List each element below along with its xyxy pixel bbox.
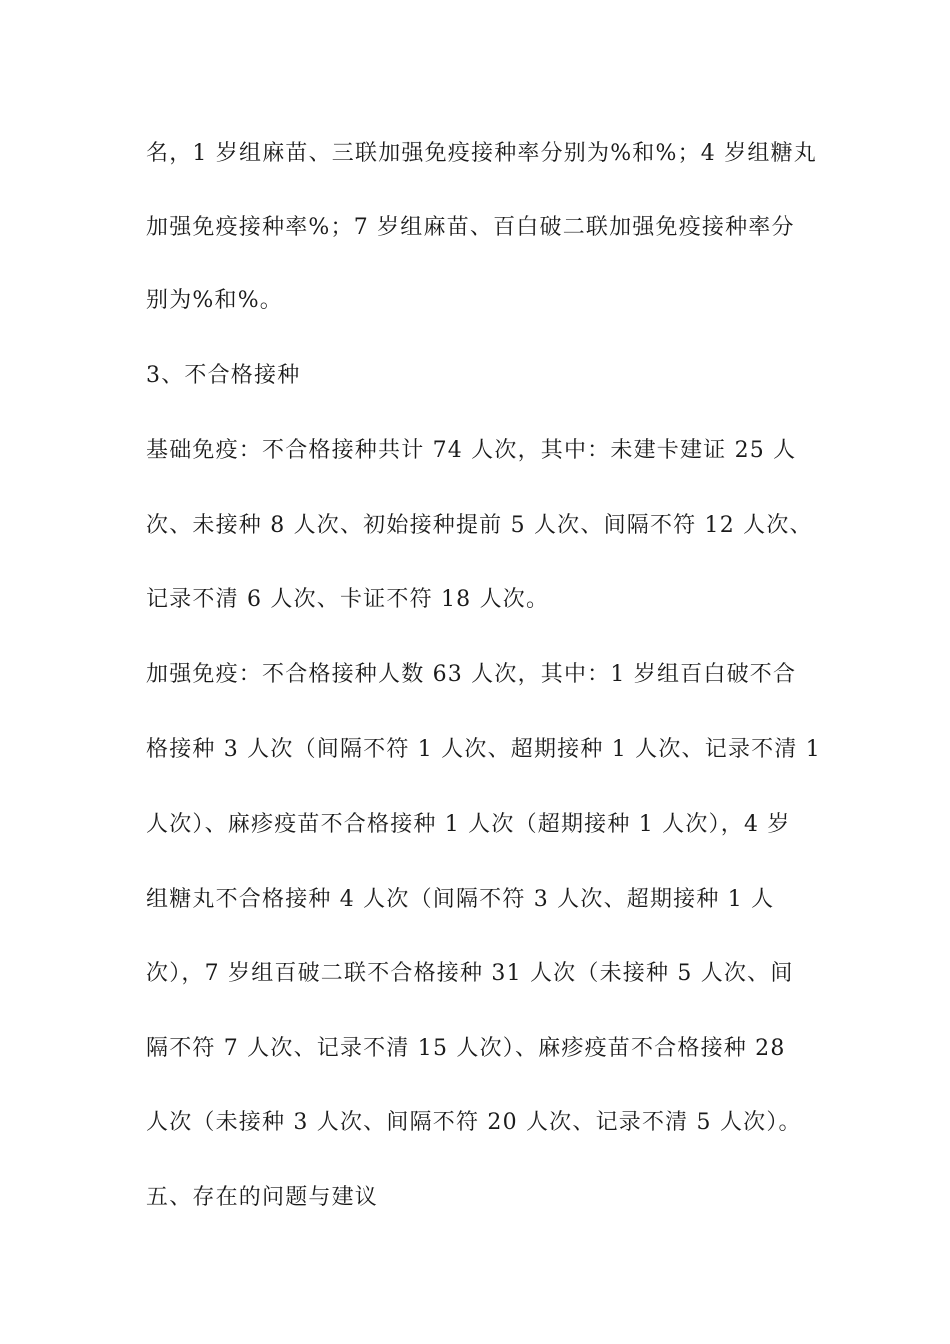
text-line: 名，1 岁组麻苗、三联加强免疫接种率分别为%和%；4 岁组糖丸 (146, 141, 817, 166)
text-line: 基础免疫：不合格接种共计 74 人次，其中：未建卡建证 25 人 (146, 438, 797, 463)
text-line: 别为%和%。 (146, 288, 284, 313)
section-heading: 3、不合格接种 (146, 363, 301, 388)
text-line: 人次（未接种 3 人次、间隔不符 20 人次、记录不清 5 人次）。 (146, 1110, 802, 1135)
text-line: 次、未接种 8 人次、初始接种提前 5 人次、间隔不符 12 人次、 (146, 513, 813, 538)
text-line: 组糖丸不合格接种 4 人次（间隔不符 3 人次、超期接种 1 人 (146, 887, 775, 912)
text-line: 隔不符 7 人次、记录不清 15 人次）、麻疹疫苗不合格接种 28 (146, 1036, 786, 1061)
text-line: 记录不清 6 人次、卡证不符 18 人次。 (146, 587, 550, 612)
text-line: 人次）、麻疹疫苗不合格接种 1 人次（超期接种 1 人次），4 岁 (146, 812, 791, 837)
text-line: 次），7 岁组百破二联不合格接种 31 人次（未接种 5 人次、间 (146, 961, 794, 986)
text-line: 格接种 3 人次（间隔不符 1 人次、超期接种 1 人次、记录不清 1 (146, 737, 821, 762)
text-line: 加强免疫接种率%；7 岁组麻苗、百白破二联加强免疫接种率分 (146, 215, 795, 240)
text-line: 加强免疫：不合格接种人数 63 人次，其中：1 岁组百白破不合 (146, 662, 797, 687)
section-heading: 五、存在的问题与建议 (146, 1185, 379, 1210)
